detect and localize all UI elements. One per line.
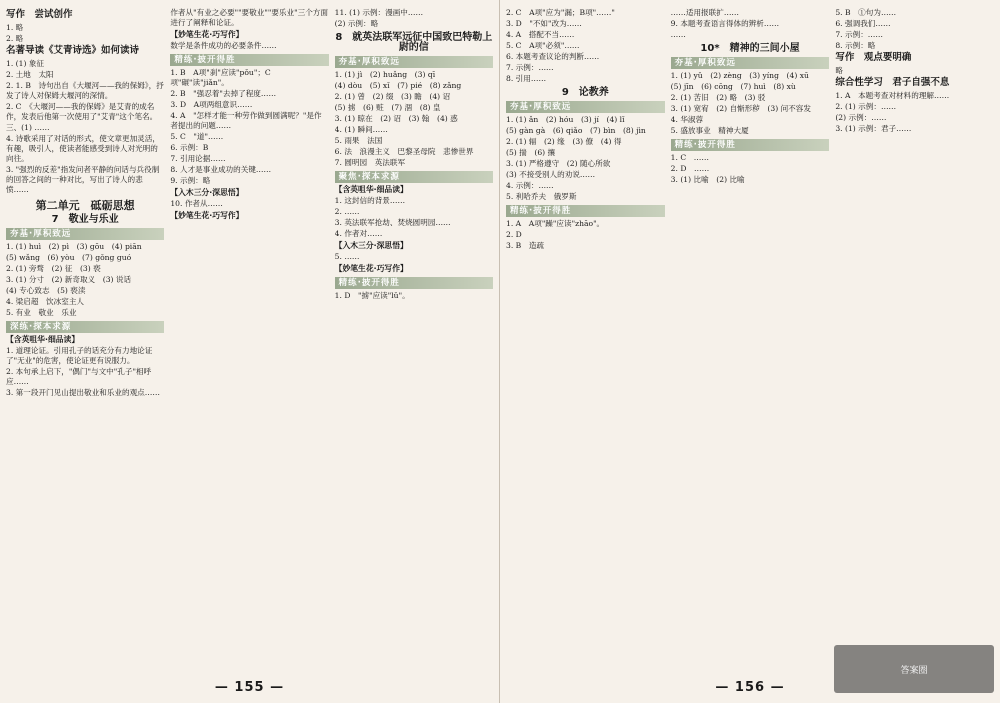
lesson-heading: 9 论教养: [561, 87, 609, 98]
text-line: (4) 专心致志 (5) 亵渎: [6, 286, 86, 295]
text-line: (5) jīn (6) cōng (7) huì (8) xù: [670, 82, 796, 91]
text-line: (5) 揣 (6) 攘: [506, 148, 556, 157]
text-line: 7. 引用论据……: [170, 154, 226, 163]
right-col-1: [506, 8, 665, 673]
text-line: 6. 示例：B: [170, 143, 209, 152]
watermark-stamp: 答案圈: [834, 645, 994, 693]
left-col-1: [6, 8, 164, 673]
text-line: 7. 示例：……: [506, 63, 554, 72]
section-heading: 写作 尝试创作: [6, 9, 73, 20]
text-line: 2. (1) 辐 (2) 缘 (3) 僚 (4) 得: [506, 137, 622, 146]
text-line: 6. 本题考查议论的判断……: [506, 52, 600, 61]
text-line: (2) 示例：略: [334, 19, 379, 28]
text-line: 3. 英法联军抢劫、焚烧圆明园……: [334, 218, 451, 227]
lesson-heading: 8 就英法联军远征中国致巴特勒上尉的信: [335, 32, 493, 53]
text-line: 2. (1) 曾 (2) 缀 (3) 瞻 (4) 诏: [334, 92, 451, 101]
text-line: 作者从"有业之必要""要敬业""要乐业"三个方面进行了阐释和论证。: [170, 8, 328, 27]
text-line: 4. 示例：……: [506, 181, 554, 190]
text-line: 7. 示例：……: [835, 30, 883, 39]
text-line: 3. (1) 晾在 (2) 诏 (3) 翰 (4) 惑: [334, 114, 458, 123]
text-line: 3. (1) 分寸 (2) 新奇取义 (3) 说话: [6, 275, 132, 284]
text-line: 数学是条件成功的必要条件……: [170, 41, 277, 50]
text-line: 2. D ……: [670, 164, 710, 173]
text-line: (4) dòu (5) xǐ (7) pié (8) zǎng: [334, 81, 462, 90]
text-line: 5. C "道"……: [170, 132, 224, 141]
text-line: 5. 雨果 法国: [334, 136, 383, 145]
text-line: 2. 土地 太阳: [6, 70, 54, 79]
text-line: 5. 有业 敬业 乐业: [6, 308, 77, 317]
text-line: 2. (1) 苦旧 (2) 略 (3) 驳: [670, 93, 766, 102]
text-line: 10. 作者从……: [170, 199, 223, 208]
subsection-label: 【入木三分·深思悟】: [334, 241, 408, 250]
text-line: ……: [670, 30, 686, 39]
section-banner: 夯基·厚积致远: [335, 56, 493, 68]
page-number: — 155 —: [214, 680, 285, 695]
text-line: 1. B A项"刹"应读"pǒu"；C项"碾"读"jiǎn"。: [170, 68, 271, 87]
text-line: 3. D "不如"改为……: [506, 19, 582, 28]
text-line: 1. (1) ǎn (2) hóu (3) jí (4) lǐ: [506, 115, 625, 124]
text-line: 8. 人才是事业成功的关键……: [170, 165, 272, 174]
section-banner: 夯基·厚积致远: [671, 57, 830, 69]
text-line: 1. A 本题考查对材料的理解……: [835, 91, 950, 100]
text-line: 11. (1) 示例：漫画中……: [334, 8, 424, 17]
text-line: 4. A 搭配不当……: [506, 30, 575, 39]
text-line: 1. A A项"躁"应读"zhāo"。: [506, 219, 605, 228]
text-line: 1. C ……: [670, 153, 709, 162]
section-heading: 综合性学习 君子自强不息: [835, 77, 950, 88]
text-line: 9. 本题考查语言得体的辨析……: [670, 19, 780, 28]
text-line: 3. (1) 宽宥 (2) 自惭形秽 (3) 问不容发: [670, 104, 811, 113]
text-line: 2. ……: [334, 207, 360, 216]
text-line: 8. 引用……: [506, 74, 547, 83]
text-line: 略: [835, 66, 843, 75]
text-line: 2. (1) 旁骛 (2) 征 (3) 亵: [6, 264, 101, 273]
text-line: 3. 第一段开门见山提出敬业和乐业的观点……: [6, 388, 160, 397]
text-line: 4. 华淑蓉: [670, 115, 704, 124]
section-banner: 精练·披开得胜: [170, 54, 328, 66]
text-line: 5. 盛放事业 精神大厦: [670, 126, 749, 135]
section-banner: 夯基·厚积致远: [6, 228, 164, 240]
text-line: 1. 道理论证。引用孔子的话充分有力地论证了"无业"的危害，使论证更有说服力。: [6, 346, 153, 365]
text-line: 3. (1) 严格遵守 (2) 随心所欲: [506, 159, 611, 168]
lesson-heading: 7 敬业与乐业: [51, 214, 119, 225]
text-line: 1. 略: [6, 23, 24, 32]
text-line: 2. C A项"应为"漏；B项"……": [506, 8, 615, 17]
text-line: 1. (1) yǔ (2) zèng (3) yíng (4) xū: [670, 71, 809, 80]
text-line: 9. 示例：略: [170, 176, 211, 185]
lesson-heading: 10* 精神的三间小屋: [700, 43, 800, 54]
right-col-2: [671, 8, 830, 673]
subsection-label: 【妙笔生花·巧写作】: [170, 30, 244, 39]
section-banner: 聚焦·探本求源: [335, 171, 493, 183]
text-line: 1. (1) 象征: [6, 59, 45, 68]
text-line: 2. B "强忍着"去掉了程度……: [170, 89, 277, 98]
text-line: 1. (1) huì (2) pì (3) gōu (4) piān: [6, 242, 142, 251]
text-line: (5) wǎng (6) yòu (7) gǒng guó: [6, 253, 132, 262]
text-line: 1. D "掳"应读"lǔ"。: [334, 291, 410, 300]
text-line: 1. (1) jì (2) huǎng (3) qī: [334, 70, 436, 79]
text-line: 三、(1) ……: [6, 123, 50, 132]
text-line: 4. 作者对……: [334, 229, 383, 238]
text-line: 4. 梁启超 饮冰室主人: [6, 297, 85, 306]
text-line: 5. 利哈乔夫 俄罗斯: [506, 192, 577, 201]
subsection-label: 【入木三分·深思悟】: [170, 188, 244, 197]
subsection-label: 【妙笔生花·巧写作】: [170, 211, 244, 220]
text-line: (5) 掳 (6) 赃 (7) 涸 (8) 皇: [334, 103, 441, 112]
subsection-label: 【含英咀华·细品读】: [6, 335, 80, 344]
left-col-3: [335, 8, 493, 673]
section-heading: 写作 观点要明确: [835, 52, 912, 63]
section-banner: 精练·披开得胜: [671, 139, 830, 151]
subsection-label: 【妙笔生花·巧写作】: [334, 264, 408, 273]
section-banner: 夯基·厚积致远: [506, 101, 665, 113]
section-banner: 精练·披开得胜: [335, 277, 493, 289]
unit-heading: 第二单元 砥砺思想: [35, 199, 135, 212]
section-banner: 深练·探本求源: [6, 321, 164, 333]
text-line: 8. 示例：略: [835, 41, 876, 50]
text-line: (5) gàn gà (6) qiǎo (7) bìn (8) jìn: [506, 126, 646, 135]
text-line: ……适用报联扩……: [670, 8, 740, 17]
text-line: 2. 1. B 诗句出自《大堰河——我的保姆》，抒发了诗人对保姆大堰河的深情。: [6, 81, 164, 100]
text-line: 2. 本句承上启下，"偶门"与文中"孔子"相呼应……: [6, 367, 152, 386]
text-line: 4. A "怎样才能一种劳作做到圆满呢？"是作者提出的问题……: [170, 111, 322, 130]
text-line: 1. 这封信的背景……: [334, 196, 406, 205]
text-line: 3. D A项两组意识……: [170, 100, 253, 109]
text-line: 5. C A项"必须"……: [506, 41, 580, 50]
text-line: 4. 诗歌采用了对话的形式，使文章更加灵活，有趣，吸引人，使读者能感受到诗人对光明的向往。: [6, 134, 160, 163]
text-line: 3. (1) 比喻 (2) 比喻: [670, 175, 745, 184]
text-line: 7. 圆明园 英法联军: [334, 158, 406, 167]
text-line: 6. 强调我们……: [835, 19, 891, 28]
text-line: 3. B 造疏: [506, 241, 545, 250]
right-page: [500, 0, 1000, 703]
right-col-3: [835, 8, 994, 673]
text-line: 6. 法 浪漫主义 巴黎圣母院 悲惨世界: [334, 147, 474, 156]
text-line: (2) 示例：……: [835, 113, 887, 122]
text-line: 2. (1) 示例：……: [835, 102, 897, 111]
text-line: 3. "强烈的反差"指发问者平静的问话与兵役制的回答之间的一种对比，写出了诗人的悲愤……: [6, 165, 160, 194]
text-line: 3. (1) 示例：君子……: [835, 124, 912, 133]
text-line: 2. C 《大堰河——我的保姆》是艾青的成名作，发表后他第一次使用了"艾青"这个笔名。: [6, 102, 158, 121]
text-line: (3) 不接受别人的劝说……: [506, 170, 596, 179]
subsection-label: 【含英咀华·细品读】: [334, 185, 408, 194]
text-line: 2. 略: [6, 34, 24, 43]
text-line: 5. ……: [334, 252, 360, 261]
page-number: — 156 —: [715, 680, 785, 695]
left-col-2: [170, 8, 328, 673]
text-line: 2. D: [506, 230, 522, 239]
section-banner: 精练·披开得胜: [506, 205, 665, 217]
text-line: 4. (1) 瞬间……: [334, 125, 388, 134]
text-line: 5. B ①句为……: [835, 8, 897, 17]
section-heading: 名著导读《艾青诗选》如何读诗: [6, 45, 140, 56]
